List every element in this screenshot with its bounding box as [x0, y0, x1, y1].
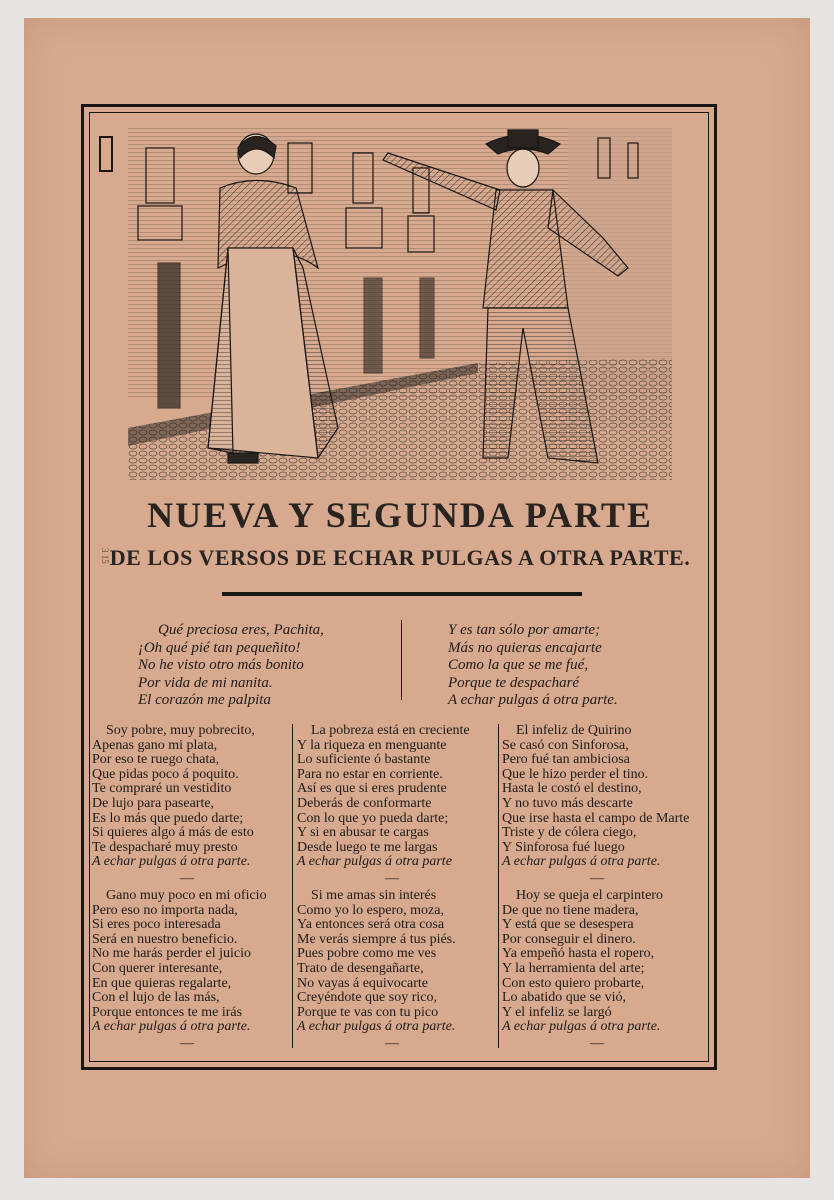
verse-line: Hoy se queja el carpintero	[516, 888, 663, 903]
verse-line-refrain: A echar pulgas á otra parte.	[92, 854, 251, 870]
verse-line: Que pidas poco á poquito.	[92, 766, 239, 782]
intro-stanza-right	[448, 622, 618, 710]
verse-line: Con el lujo de las más,	[92, 990, 220, 1006]
verse-line: Qué preciosa eres, Pachita,	[158, 622, 324, 638]
verse-line: Y la herramienta del arte;	[502, 960, 645, 976]
stanza-dash: —	[385, 1035, 399, 1051]
verse-line: Pues pobre como me ves	[297, 946, 437, 962]
verse-line: Trato de desengañarte,	[297, 960, 424, 976]
stanza-bottom-3	[502, 889, 692, 1052]
corner-ornament	[99, 136, 113, 172]
verse-line: Hasta le costó el destino,	[502, 781, 642, 797]
verse-line-refrain: A echar pulgas á otra parte.	[502, 854, 661, 870]
verse-line-refrain: A echar pulgas á otra parte.	[92, 1019, 251, 1035]
verse-line: Si me amas sin interés	[311, 888, 437, 903]
verse-line: El corazón me palpita	[138, 692, 271, 708]
verse-line: Y no tuvo más descarte	[502, 795, 633, 811]
verse-line: Ya empeñó hasta el ropero,	[502, 946, 655, 962]
verse-line: Lo abatido que se vió,	[502, 990, 627, 1006]
intro-stanza-left	[138, 622, 324, 710]
verse-line: No vayas á equivocarte	[297, 975, 428, 991]
verse-line: ¡Oh qué pié tan pequeñito!	[138, 639, 301, 656]
verse-line: Como la que se me fué,	[448, 657, 588, 673]
verse-line: Si eres poco interesada	[92, 917, 221, 933]
verse-line: Te despacharé muy presto	[92, 839, 238, 855]
verse-line: Soy pobre, muy pobrecito,	[106, 723, 255, 738]
verse-line: Porque te despacharé	[448, 674, 580, 691]
verse-line: Por eso te ruego chata,	[92, 752, 220, 768]
verse-line: La pobreza está en creciente	[311, 723, 470, 738]
side-page-mark: 3 15	[100, 548, 110, 564]
verse-line: Más no quieras encajarte	[448, 639, 602, 656]
verse-line: Deberás de conformarte	[297, 795, 432, 811]
column-divider-1	[292, 724, 293, 1048]
verse-line: De lujo para pasearte,	[92, 795, 215, 811]
stanza-dash: —	[590, 1035, 604, 1051]
verse-line: En que quieras regalarte,	[92, 975, 232, 991]
woodcut-illustration	[128, 128, 672, 480]
verse-line: Se casó con Sinforosa,	[502, 737, 629, 753]
verse-line: No he visto otro más bonito	[138, 657, 304, 673]
verse-line: Con lo que yo pueda darte;	[297, 810, 449, 826]
stanza-dash: —	[180, 1035, 194, 1051]
verse-line-refrain: A echar pulgas á otra parte	[297, 854, 452, 870]
title-rule	[222, 592, 582, 596]
verse-line-refrain: A echar pulgas á otra parte.	[297, 1019, 456, 1035]
verse-line: Porque te vas con tu pico	[297, 1004, 439, 1020]
verse-line: A echar pulgas á otra parte.	[448, 692, 618, 708]
stanza-dash: —	[590, 870, 604, 886]
verse-line: Así es que si eres prudente	[297, 781, 447, 797]
stanza-top-2	[297, 724, 487, 887]
verse-line: Y el infeliz se largó	[502, 1004, 612, 1020]
verse-line: Será en nuestro beneficio.	[92, 931, 238, 947]
stanza-dash: —	[180, 870, 194, 886]
verse-line: Que irse hasta el campo de Marte	[502, 810, 690, 826]
verse-line-refrain: A echar pulgas á otra parte.	[502, 1019, 661, 1035]
verse-line: Por conseguir el dinero.	[502, 931, 636, 947]
verse-line: Pero eso no importa nada,	[92, 902, 238, 918]
verse-line: Y Sinforosa fué luego	[502, 839, 625, 855]
verse-line: Triste y de cólera ciego,	[502, 825, 637, 841]
verse-line: Y la riqueza en menguante	[297, 737, 447, 753]
verse-line: Y si en abusar te cargas	[297, 825, 429, 841]
verse-line: Me verás siempre á tus piés.	[297, 931, 456, 947]
verse-line: Ya entonces será otra cosa	[297, 917, 445, 933]
verse-line: Que le hizo perder el tino.	[502, 766, 649, 782]
verse-line: Lo suficiente ó bastante	[297, 752, 431, 768]
page-subtitle: DE LOS VERSOS DE ECHAR PULGAS A OTRA PARTE.	[109, 545, 691, 570]
verse-line: Por vida de mi nanita.	[138, 674, 273, 691]
stanza-top-3	[502, 724, 692, 887]
verse-line: Con querer interesante,	[92, 960, 223, 976]
verse-line: De que no tiene madera,	[502, 902, 639, 918]
verse-line: Creyéndote que soy rico,	[297, 990, 437, 1006]
verse-line: Desde luego te me largas	[297, 839, 438, 855]
stanza-bottom-2	[297, 889, 487, 1052]
column-divider-2	[498, 724, 499, 1048]
verse-line: Con esto quiero probarte,	[502, 975, 645, 991]
verse-line: Gano muy poco en mi oficio	[106, 888, 267, 903]
verse-line: Pero fué tan ambiciosa	[502, 752, 630, 768]
stanza-top-1	[92, 724, 282, 887]
verse-line: Si quieres algo á más de esto	[92, 825, 254, 841]
verse-line: No me harás perder el juicio	[92, 946, 251, 962]
verse-line: El infeliz de Quirino	[516, 723, 632, 738]
verse-line: Apenas gano mi plata,	[92, 737, 218, 753]
stanza-bottom-1	[92, 889, 282, 1052]
verse-line: Y es tan sólo por amarte;	[448, 622, 601, 638]
stanza-dash: —	[385, 870, 399, 886]
verse-line: Para no estar en corriente.	[297, 766, 443, 782]
verse-line: Y está que se desespera	[502, 917, 634, 933]
verse-line: Es lo más que puedo darte;	[92, 810, 244, 826]
verse-line: Como yo lo espero, moza,	[297, 902, 444, 918]
page-title: NUEVA Y SEGUNDA PARTE	[147, 495, 653, 535]
verse-line: Porque entonces te me irás	[92, 1004, 243, 1020]
intro-divider	[401, 620, 402, 700]
verse-line: Te compraré un vestidito	[92, 781, 232, 797]
